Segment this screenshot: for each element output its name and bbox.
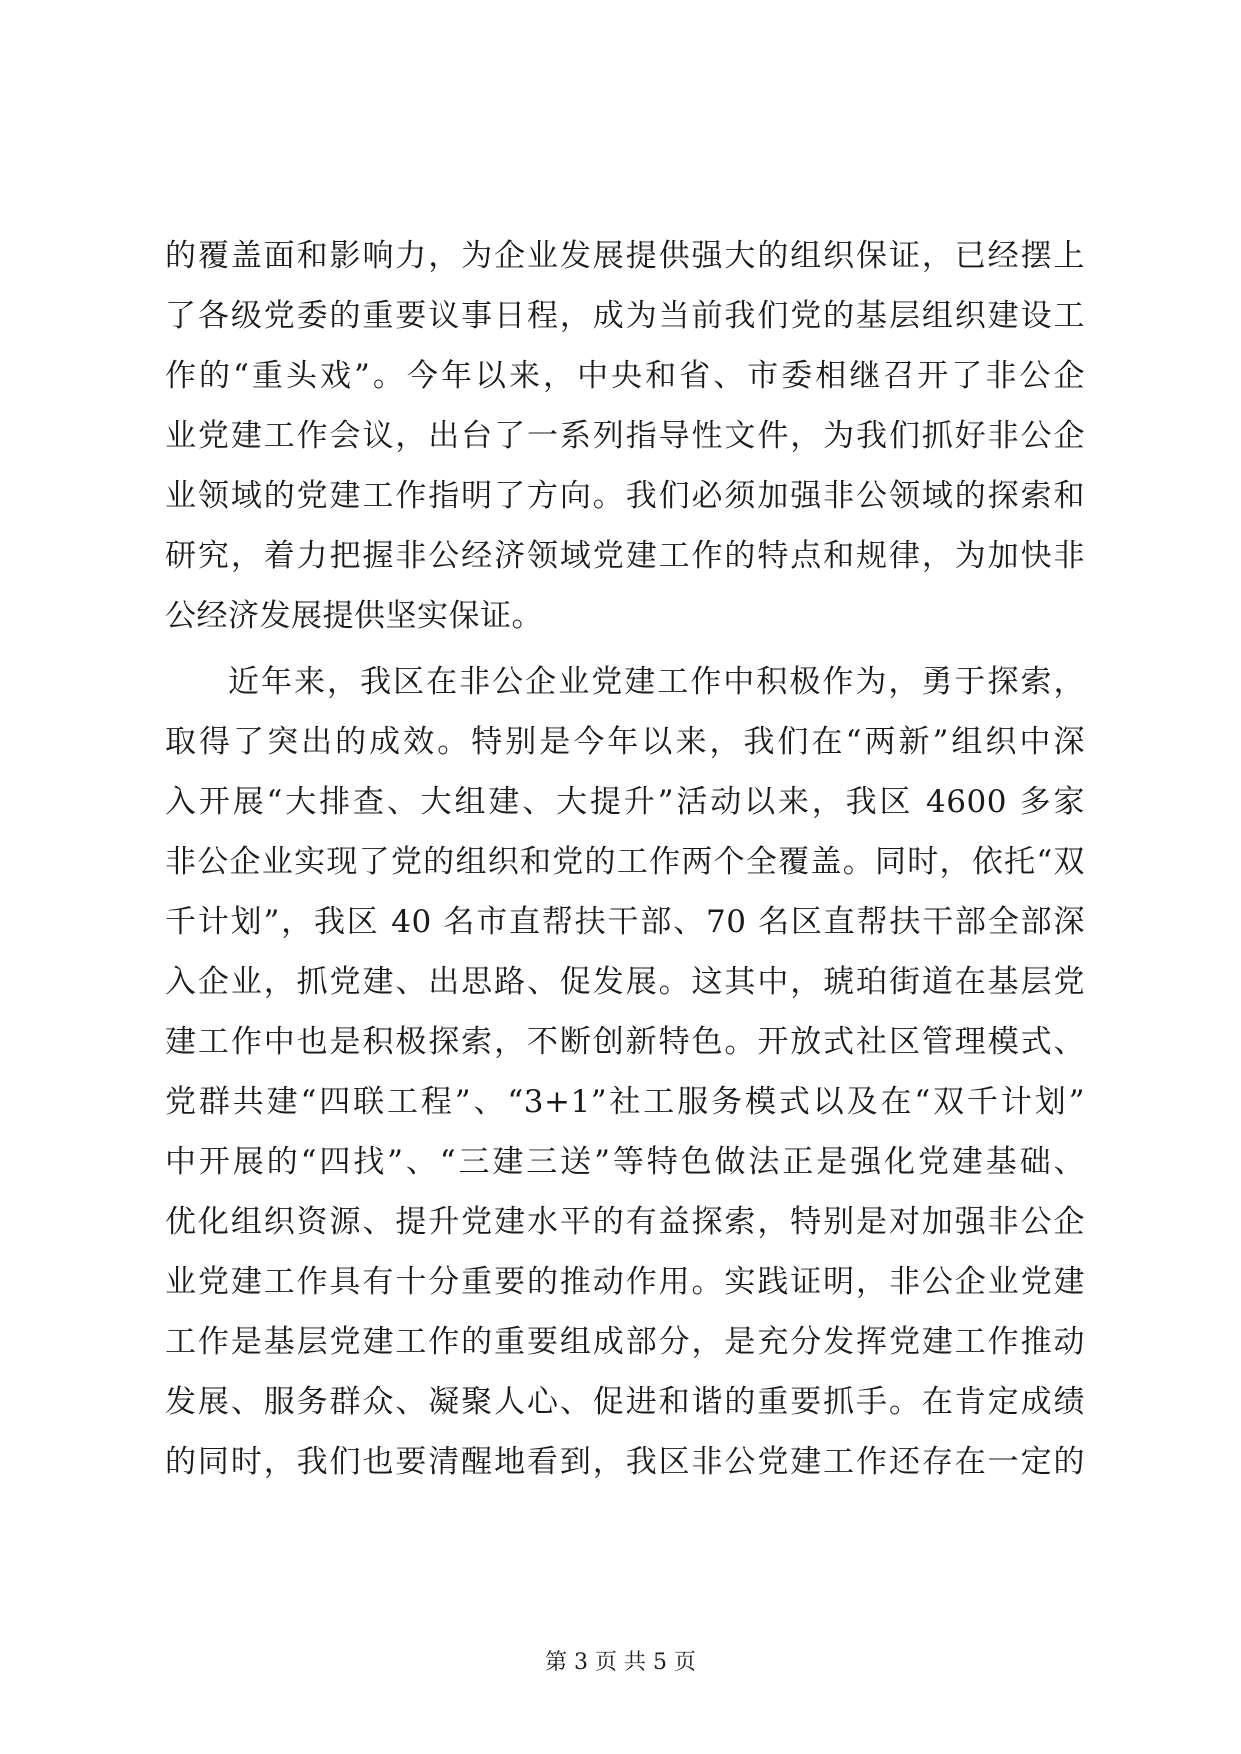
text-line: 发展、服务群众、凝聚人心、促进和谐的重要抓手。在肯定成绩 bbox=[165, 1384, 1085, 1420]
text-line: 非公企业实现了党的组织和党的工作两个全覆盖。同时，依托“双 bbox=[165, 844, 1085, 880]
text-line: 入企业，抓党建、出思路、促发展。这其中，琥珀街道在基层党 bbox=[165, 964, 1085, 1000]
text-line: 业领域的党建工作指明了方向。我们必须加强非公领域的探索和 bbox=[165, 478, 1085, 514]
text-line: 近年来，我区在非公企业党建工作中积极作为，勇于探索， bbox=[228, 664, 1085, 700]
paragraph-2 bbox=[165, 652, 1085, 1492]
text-line: 中开展的“四找”、“三建三送”等特色做法正是强化党建基础、 bbox=[165, 1144, 1085, 1180]
text-line: 作的“重头戏”。今年以来，中央和省、市委相继召开了非公企 bbox=[165, 358, 1085, 394]
body-text bbox=[165, 226, 1085, 1492]
text-line: 建工作中也是积极探索，不断创新特色。开放式社区管理模式、 bbox=[165, 1024, 1085, 1060]
text-line: 优化组织资源、提升党建水平的有益探索，特别是对加强非公企 bbox=[165, 1204, 1085, 1240]
text-line: 公经济发展提供坚实保证。 bbox=[165, 598, 543, 634]
text-line: 取得了突出的成效。特别是今年以来，我们在“两新”组织中深 bbox=[165, 724, 1085, 760]
page-indicator: 第 3 页 共 5 页 bbox=[545, 1650, 696, 1675]
paragraph-1 bbox=[165, 226, 1085, 646]
page-footer bbox=[0, 1648, 1241, 1678]
text-line: 入开展“大排查、大组建、大提升”活动以来，我区 4600 多家 bbox=[165, 784, 1085, 820]
text-line: 千计划”，我区 40 名市直帮扶干部、70 名区直帮扶干部全部深 bbox=[165, 904, 1085, 940]
text-line: 党群共建“四联工程”、“3+1”社工服务模式以及在“双千计划” bbox=[165, 1084, 1085, 1120]
text-line: 的同时，我们也要清醒地看到，我区非公党建工作还存在一定的 bbox=[165, 1444, 1085, 1480]
text-line: 业党建工作会议，出台了一系列指导性文件，为我们抓好非公企 bbox=[165, 418, 1085, 454]
text-line: 业党建工作具有十分重要的推动作用。实践证明，非公企业党建 bbox=[165, 1264, 1085, 1300]
text-line: 工作是基层党建工作的重要组成部分，是充分发挥党建工作推动 bbox=[165, 1324, 1085, 1360]
text-line: 了各级党委的重要议事日程，成为当前我们党的基层组织建设工 bbox=[165, 298, 1085, 334]
text-line: 的覆盖面和影响力，为企业发展提供强大的组织保证，已经摆上 bbox=[165, 238, 1085, 274]
text-line: 研究，着力把握非公经济领域党建工作的特点和规律，为加快非 bbox=[165, 538, 1085, 574]
